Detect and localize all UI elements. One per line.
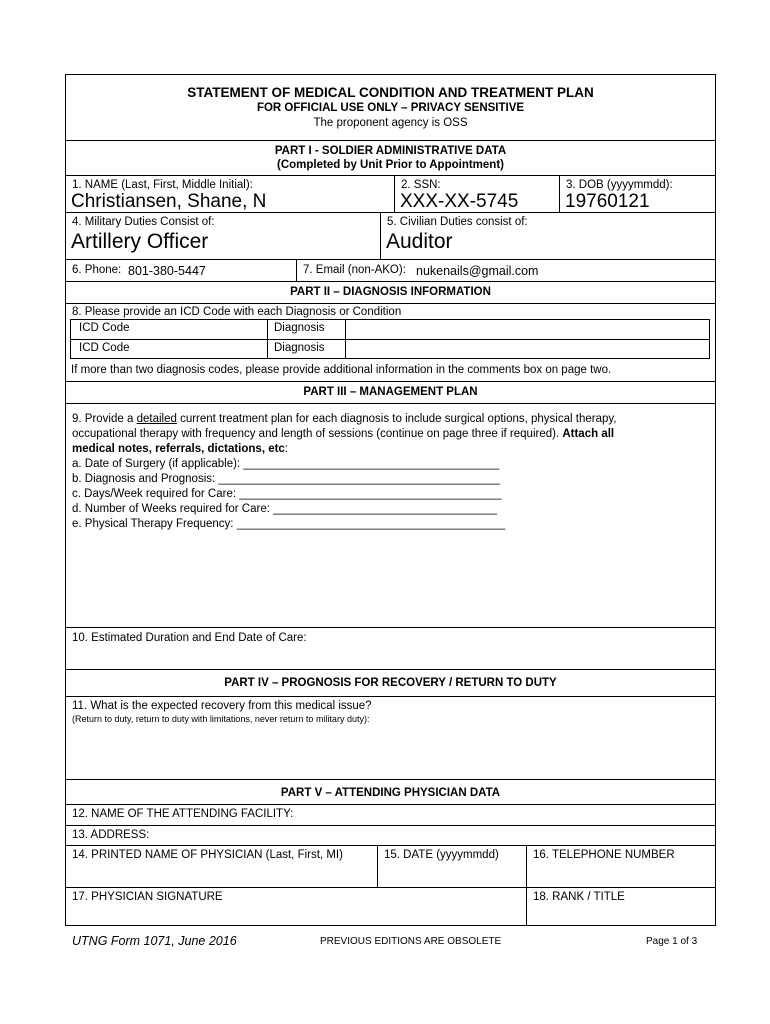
row-physician-info bbox=[66, 845, 715, 887]
part3-header bbox=[66, 381, 715, 403]
item-diagnosis-prognosis: b. Diagnosis and Prognosis: ____________________________________________ bbox=[72, 473, 500, 485]
page-number: Page 1 of 3 bbox=[646, 936, 698, 947]
diagnosis-table bbox=[70, 319, 710, 359]
item-date-of-surgery: a. Date of Surgery (if applicable): ________________________________________ bbox=[72, 458, 500, 470]
telephone-cell[interactable] bbox=[526, 846, 715, 887]
q16-label: 16. TELEPHONE NUMBER bbox=[533, 849, 675, 861]
facility-cell[interactable] bbox=[66, 804, 715, 825]
q11-label: 11. What is the expected recovery from this medical issue? bbox=[72, 700, 372, 712]
part2-header bbox=[66, 281, 715, 303]
diagnosis-label-1: Diagnosis bbox=[274, 322, 325, 334]
agency-note: The proponent agency is OSS bbox=[313, 117, 468, 129]
rank-title-cell[interactable] bbox=[526, 888, 715, 925]
part3-title: PART III – MANAGEMENT PLAN bbox=[303, 386, 478, 398]
q15-label: 15. DATE (yyyymmdd) bbox=[384, 849, 499, 861]
form-id: UTNG Form 1071, June 2016 bbox=[72, 934, 237, 948]
obsolete-note: PREVIOUS EDITIONS ARE OBSOLETE bbox=[320, 936, 502, 947]
signature-cell[interactable] bbox=[66, 888, 526, 925]
name-label: 1. NAME (Last, First, Middle Initial): bbox=[72, 179, 253, 191]
row-signature bbox=[66, 887, 715, 925]
dob-value: 19760121 bbox=[565, 191, 650, 212]
form-header bbox=[66, 75, 715, 140]
q14-label: 14. PRINTED NAME OF PHYSICIAN (Last, First, MI) bbox=[72, 849, 343, 861]
management-plan-section[interactable] bbox=[66, 403, 715, 627]
phone-value: 801-380-5447 bbox=[128, 264, 206, 278]
item-number-of-weeks: d. Number of Weeks required for Care: ___________________________________ bbox=[72, 503, 497, 515]
dob-label: 3. DOB (yyyymmdd): bbox=[566, 179, 673, 191]
name-cell[interactable] bbox=[66, 176, 394, 212]
email-cell[interactable] bbox=[296, 260, 715, 281]
diagnosis-instruction: 8. Please provide an ICD Code with each Diagnosis or Condition bbox=[72, 306, 402, 318]
part1-subtitle: (Completed by Unit Prior to Appointment) bbox=[276, 159, 504, 171]
date-cell[interactable] bbox=[377, 846, 526, 887]
row-name-ssn-dob bbox=[66, 175, 715, 212]
name-value: Christiansen, Shane, N bbox=[71, 191, 267, 212]
dob-cell[interactable] bbox=[559, 176, 715, 212]
q17-label: 17. PHYSICIAN SIGNATURE bbox=[72, 891, 223, 903]
medical-form bbox=[65, 74, 716, 926]
phone-label: 6. Phone: bbox=[72, 264, 122, 276]
diagnosis-section bbox=[66, 303, 715, 381]
q10-label: 10. Estimated Duration and End Date of Care: bbox=[72, 632, 307, 644]
item-days-per-week: c. Days/Week required for Care: _________________________________________ bbox=[72, 488, 502, 500]
form-title: STATEMENT OF MEDICAL CONDITION AND TREATMENT PLAN bbox=[187, 85, 594, 100]
email-value: nukenails@gmail.com bbox=[416, 264, 539, 278]
part4-title: PART IV – PROGNOSIS FOR RECOVERY / RETURN TO DUTY bbox=[224, 677, 557, 689]
estimated-duration-cell[interactable] bbox=[66, 627, 715, 669]
part4-header bbox=[66, 669, 715, 696]
phone-cell[interactable] bbox=[66, 260, 296, 281]
q12-label: 12. NAME OF THE ATTENDING FACILITY: bbox=[72, 808, 294, 820]
part1-header bbox=[66, 140, 715, 175]
military-value: Artillery Officer bbox=[71, 230, 209, 253]
row-duties bbox=[66, 212, 715, 259]
diagnosis-input-1[interactable] bbox=[349, 321, 707, 337]
part2-title: PART II – DIAGNOSIS INFORMATION bbox=[290, 286, 491, 298]
part1-title: PART I - SOLDIER ADMINISTRATIVE DATA bbox=[274, 145, 507, 157]
ssn-value: XXX-XX-5745 bbox=[400, 191, 519, 212]
civilian-label: 5. Civilian Duties consist of: bbox=[387, 216, 528, 228]
diagnosis-label-2: Diagnosis bbox=[274, 342, 325, 354]
q11-hint: (Return to duty, return to duty with limitations, never return to military duty): bbox=[72, 714, 370, 724]
q18-label: 18. RANK / TITLE bbox=[533, 891, 625, 903]
q13-label: 13. ADDRESS: bbox=[72, 829, 150, 841]
part5-header bbox=[66, 779, 715, 804]
email-label: 7. Email (non-AKO): bbox=[303, 264, 406, 276]
address-cell[interactable] bbox=[66, 825, 715, 845]
military-label: 4. Military Duties Consist of: bbox=[72, 216, 215, 228]
military-cell[interactable] bbox=[66, 213, 380, 259]
item-pt-frequency: e. Physical Therapy Frequency: __________________________________________ bbox=[72, 518, 506, 530]
part5-title: PART V – ATTENDING PHYSICIAN DATA bbox=[280, 787, 501, 799]
ssn-cell[interactable] bbox=[394, 176, 559, 212]
prognosis-cell[interactable] bbox=[66, 696, 715, 779]
physician-name-cell[interactable] bbox=[66, 846, 377, 887]
row-contact bbox=[66, 259, 715, 281]
ssn-label: 2. SSN: bbox=[401, 179, 441, 191]
diagnosis-note: If more than two diagnosis codes, please provide additional information in the comments box on page two. bbox=[71, 364, 612, 376]
form-subtitle: FOR OFFICIAL USE ONLY – PRIVACY SENSITIVE bbox=[256, 102, 525, 114]
civilian-value: Auditor bbox=[386, 230, 453, 253]
civilian-cell[interactable] bbox=[380, 213, 715, 259]
q9-text: 9. Provide a detailed current treatment plan for each diagnosis to include surgical options, physical therapy, occupational therapy with frequency and length of sessions (continue on page three if required). Attach all medical notes, referrals, dictations, etc: a. Date of Surgery (if applicable): ________________________________________ b. Diagnosis and Prognosis: ____________________________________________ c. Days/Week required for Care: _________________________________________ d. Number of Weeks required for Care: ___________________________________ e. Physical Therapy Frequency: __________________________________________ bbox=[72, 413, 617, 530]
diagnosis-input-2[interactable] bbox=[349, 341, 707, 357]
icd-code-label-2: ICD Code bbox=[79, 342, 130, 354]
icd-code-label-1: ICD Code bbox=[79, 322, 130, 334]
